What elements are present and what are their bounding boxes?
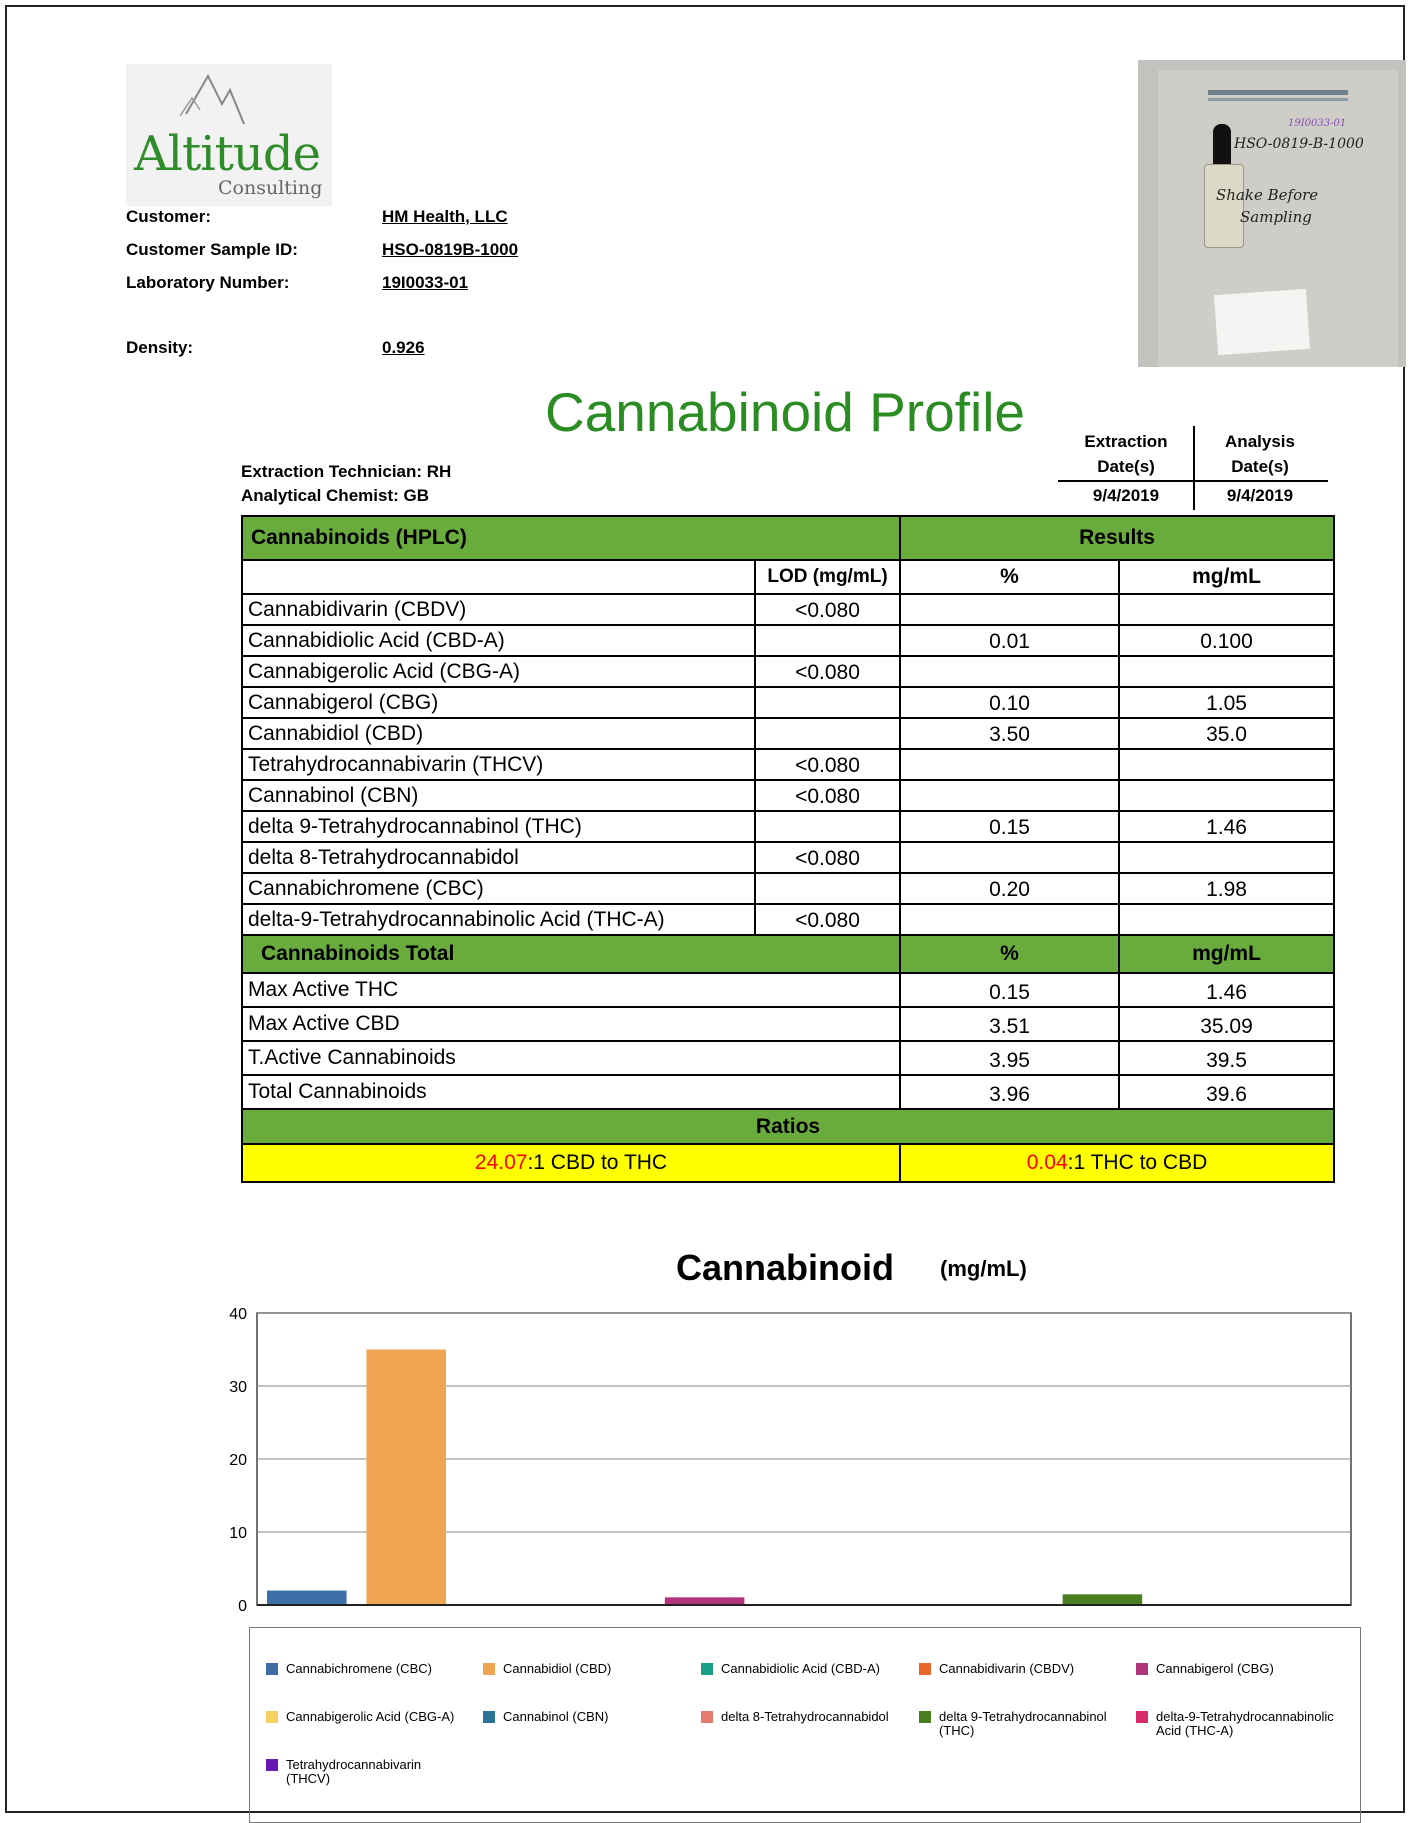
y-tick-label: 10 (229, 1525, 247, 1542)
total-percent: 3.51 (900, 1007, 1119, 1041)
legend-label: Cannabidivarin (CBDV) (939, 1661, 1075, 1676)
customer-value: HM Health, LLC (382, 207, 508, 226)
cbd-to-thc-value: 24.07 (474, 1151, 528, 1174)
mgml-value: 0.100 (1119, 625, 1334, 656)
extraction-technician: Extraction Technician: RH (241, 462, 452, 481)
total-percent: 0.15 (900, 973, 1119, 1007)
legend-swatch (483, 1711, 495, 1723)
cannabinoid-name: Cannabigerolic Acid (CBG-A) (242, 656, 755, 687)
mgml-value: 1.05 (1119, 687, 1334, 718)
cannabinoid-name: Cannabidiolic Acid (CBD-A) (242, 625, 755, 656)
total-mgml: 39.6 (1119, 1075, 1334, 1109)
logo-name: Altitude (134, 126, 320, 182)
mgml-value: 35.0 (1119, 718, 1334, 749)
legend-swatch (266, 1759, 278, 1771)
cannabinoid-name: Cannabichromene (CBC) (242, 873, 755, 904)
y-tick-label: 20 (229, 1452, 247, 1469)
legend-label: Cannabidiolic Acid (CBD-A) (721, 1661, 880, 1676)
cannabinoid-name: Cannabidivarin (CBDV) (242, 594, 755, 625)
ratios-header: Ratios (242, 1109, 1334, 1144)
legend-swatch (919, 1663, 931, 1675)
bar-cannabichromene-cbc (267, 1591, 347, 1605)
photo-label-lab: 19I0033-01 (1288, 118, 1347, 129)
legend-label: Cannabidiol (CBD) (503, 1661, 612, 1676)
mgml-value: 1.98 (1119, 873, 1334, 904)
totals-mgml-header: mg/mL (1119, 935, 1334, 973)
lab-number-value: 19I0033-01 (382, 273, 469, 292)
legend-label: delta 9-Tetrahydrocannabinol (THC) (939, 1709, 1107, 1738)
lab-number-label: Laboratory Number: (126, 273, 290, 292)
extraction-date-header-2: Date(s) (1097, 457, 1155, 476)
legend-label: delta-9-Tetrahydrocannabinolic Acid (THC-A) (1156, 1709, 1334, 1738)
results-header: Results (900, 516, 1334, 560)
percent-value: 0.10 (900, 687, 1119, 718)
analysis-date-value: 9/4/2019 (1226, 486, 1294, 505)
legend-swatch (483, 1663, 495, 1675)
bar-cannabigerol-cbg (665, 1597, 745, 1605)
cannabinoid-name: delta 9-Tetrahydrocannabinol (THC) (242, 811, 755, 842)
bar-cannabidiol-cbd (366, 1350, 446, 1606)
y-tick-label: 40 (229, 1306, 247, 1323)
mgml-column-header: mg/mL (1119, 560, 1334, 594)
lod-value: <0.080 (755, 656, 900, 687)
analysis-date-header-1: Analysis (1225, 432, 1295, 451)
extraction-date-header-1: Extraction (1084, 432, 1168, 451)
chart-unit: (mg/mL) (940, 1256, 1027, 1281)
photo-label-shake: Shake Before (1216, 186, 1319, 204)
density-label: Density: (126, 338, 194, 357)
cannabinoids-total-header: Cannabinoids Total (242, 935, 900, 973)
total-mgml: 39.5 (1119, 1041, 1334, 1075)
lod-value: <0.080 (755, 904, 900, 935)
cannabinoid-name: Tetrahydrocannabivarin (THCV) (242, 749, 755, 780)
total-mgml: 1.46 (1119, 973, 1334, 1007)
lod-value: <0.080 (755, 780, 900, 811)
percent-value: 0.20 (900, 873, 1119, 904)
totals-percent-header: % (900, 935, 1119, 973)
sample-id-value: HSO-0819B-1000 (382, 240, 519, 259)
total-mgml: 35.09 (1119, 1007, 1334, 1041)
y-tick-label: 30 (229, 1379, 247, 1396)
thc-to-cbd-value: 0.04 (1026, 1151, 1068, 1174)
customer-label: Customer: (126, 207, 212, 226)
lod-column-header: LOD (mg/mL) (755, 560, 900, 594)
percent-value: 0.15 (900, 811, 1119, 842)
legend-swatch (919, 1711, 931, 1723)
photo-label-id: HSO-0819-B-1000 (1234, 136, 1364, 152)
total-name: Max Active THC (242, 973, 900, 1007)
legend-label: Tetrahydrocannabivarin (THCV) (286, 1757, 422, 1786)
lod-value: <0.080 (755, 594, 900, 625)
analysis-date-header-2: Date(s) (1231, 457, 1289, 476)
lod-value: <0.080 (755, 749, 900, 780)
legend-label: Cannabigerol (CBG) (1156, 1661, 1274, 1676)
total-percent: 3.95 (900, 1041, 1119, 1075)
legend-swatch (701, 1711, 713, 1723)
cannabinoid-name: Cannabigerol (CBG) (242, 687, 755, 718)
legend-swatch (266, 1663, 278, 1675)
legend-label: delta 8-Tetrahydrocannabidol (721, 1709, 889, 1724)
density-value: 0.926 (382, 338, 425, 357)
extraction-date-value: 9/4/2019 (1092, 486, 1160, 505)
total-name: Total Cannabinoids (242, 1075, 900, 1109)
logo-subtitle: Consulting (218, 177, 323, 199)
total-name: T.Active Cannabinoids (242, 1041, 900, 1075)
legend-swatch (1136, 1663, 1148, 1675)
total-percent: 3.96 (900, 1075, 1119, 1109)
cannabinoid-name: delta 8-Tetrahydrocannabidol (242, 842, 755, 873)
cannabinoids-hplc-header: Cannabinoids (HPLC) (242, 516, 900, 560)
legend-swatch (701, 1663, 713, 1675)
photo-label-sampling: Sampling (1240, 208, 1312, 226)
percent-value: 3.50 (900, 718, 1119, 749)
thc-to-cbd-text: :1 THC to CBD (1067, 1151, 1208, 1174)
legend-label: Cannabigerolic Acid (CBG-A) (286, 1709, 455, 1724)
legend-swatch (1136, 1711, 1148, 1723)
bar-delta-9-tetrahydrocannabinol-thc (1063, 1594, 1143, 1605)
page-title: Cannabinoid Profile (544, 381, 1026, 443)
mgml-value: 1.46 (1119, 811, 1334, 842)
lod-value: <0.080 (755, 842, 900, 873)
cannabinoid-name: Cannabidiol (CBD) (242, 718, 755, 749)
legend-label: Cannabinol (CBN) (503, 1709, 609, 1724)
legend-swatch (266, 1711, 278, 1723)
cannabinoid-name: Cannabinol (CBN) (242, 780, 755, 811)
chart-title: Cannabinoid (676, 1247, 894, 1288)
percent-value: 0.01 (900, 625, 1119, 656)
cannabinoid-name: delta-9-Tetrahydrocannabinolic Acid (THC-A) (242, 904, 755, 935)
y-tick-label: 0 (238, 1598, 247, 1615)
analytical-chemist: Analytical Chemist: GB (241, 486, 429, 505)
chart-legend (249, 1627, 1361, 1823)
total-name: Max Active CBD (242, 1007, 900, 1041)
percent-column-header: % (900, 560, 1119, 594)
cbd-to-thc-text: :1 CBD to THC (527, 1151, 668, 1174)
legend-label: Cannabichromene (CBC) (286, 1661, 432, 1676)
sample-id-label: Customer Sample ID: (126, 240, 298, 259)
